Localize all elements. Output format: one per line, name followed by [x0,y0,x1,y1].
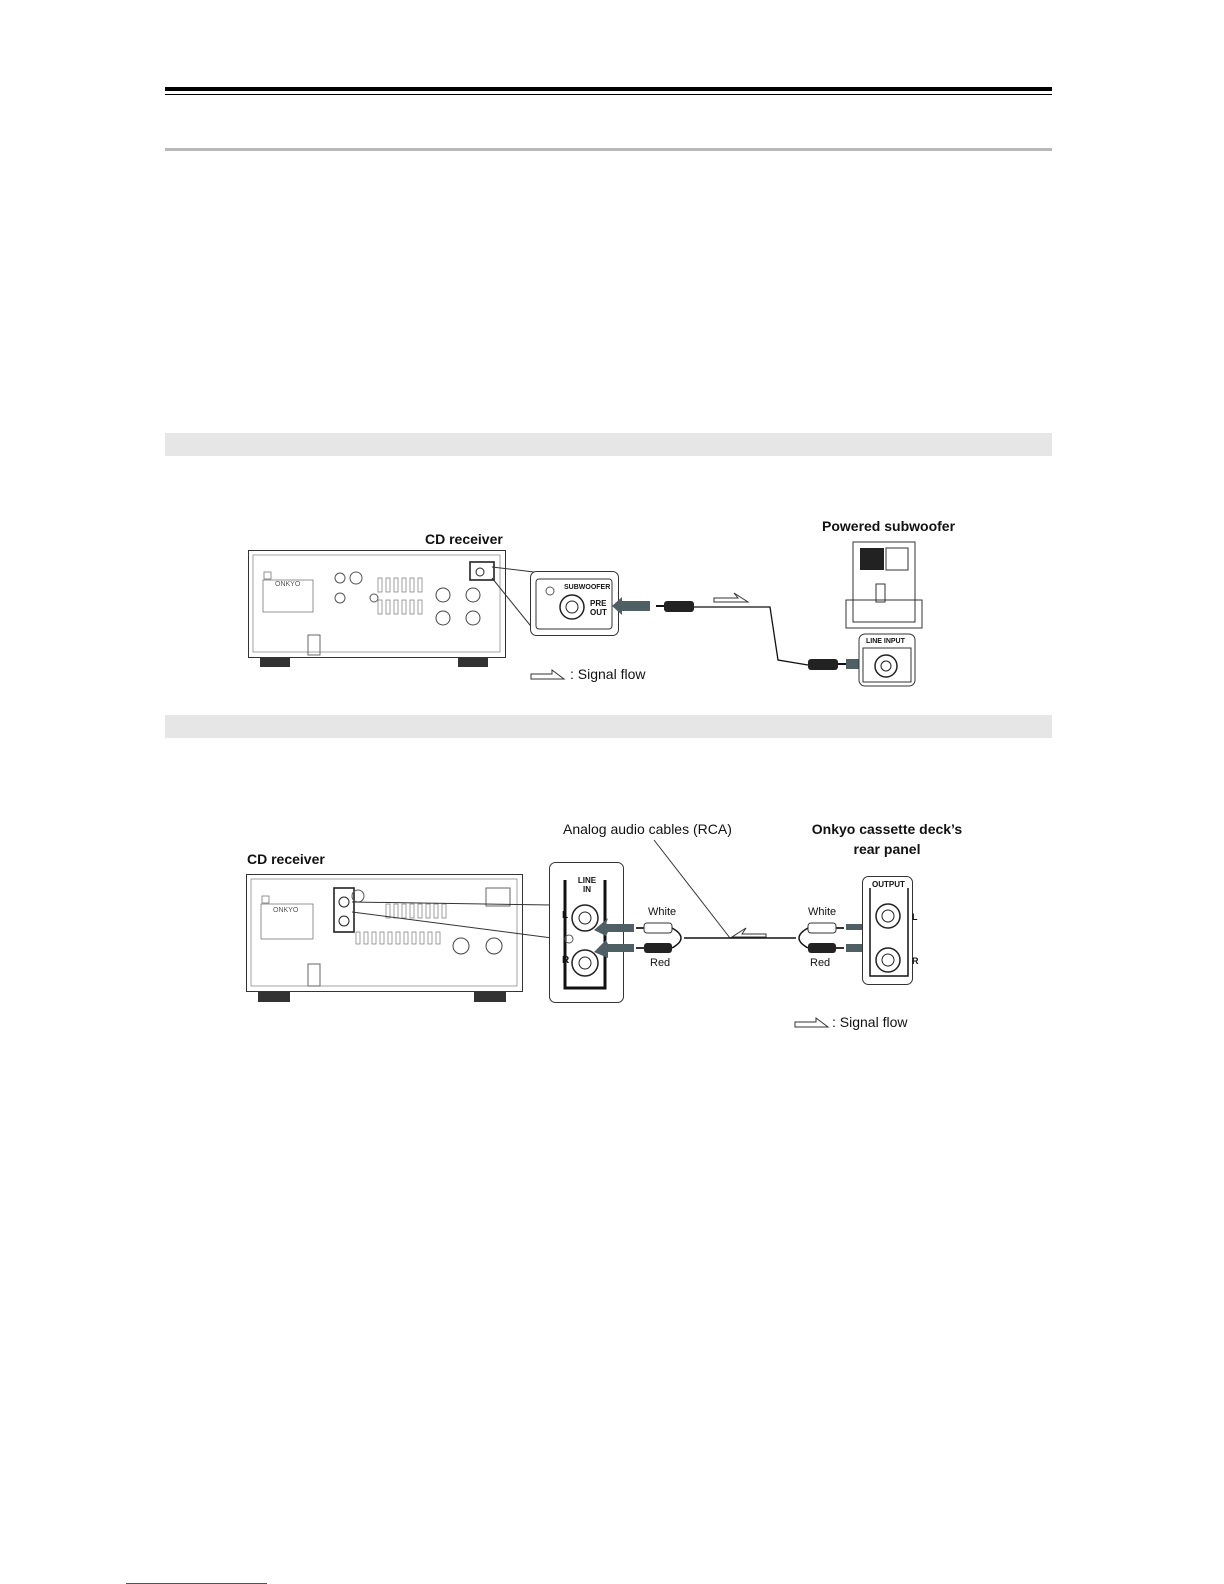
line-input-label: LINE INPUT [866,638,905,645]
brand-logo-2: ONKYO [273,907,299,914]
signal-flow-legend-1: : Signal flow [570,666,646,682]
red-label-right: Red [810,957,831,969]
line-in-left-label: L [562,910,569,921]
output-label: OUTPUT [872,880,905,889]
cassette-deck-label-line2: rear panel [853,841,921,857]
signal-flow-legend-2: : Signal flow [832,1014,908,1030]
pre-out-line1: PRE [590,599,607,608]
output-left-label: L [912,912,918,922]
cassette-deck-label-line1: Onkyo cassette deck’s [811,821,963,837]
line-in-line2: IN [583,885,591,894]
subwoofer-jack-label: SUBWOOFER [564,584,611,591]
line-in-line1: LINE [577,876,597,885]
brand-logo-1: ONKYO [275,581,301,588]
output-right-label: R [912,956,919,966]
cables-label: Analog audio cables (RCA) [563,821,732,837]
subwoofer-label: Powered subwoofer [822,518,956,534]
cassette-deck-output [862,876,922,988]
red-label-left: Red [650,957,671,969]
pre-out-line2: OUT [590,608,607,617]
cd-receiver-label-2: CD receiver [247,851,325,867]
signal-flow-icon-2 [794,1016,834,1030]
line-in-right-label: R [562,955,570,966]
cd-receiver-label-1: CD receiver [425,531,503,547]
white-label-left: White [648,906,677,918]
white-label-right: White [808,906,837,918]
